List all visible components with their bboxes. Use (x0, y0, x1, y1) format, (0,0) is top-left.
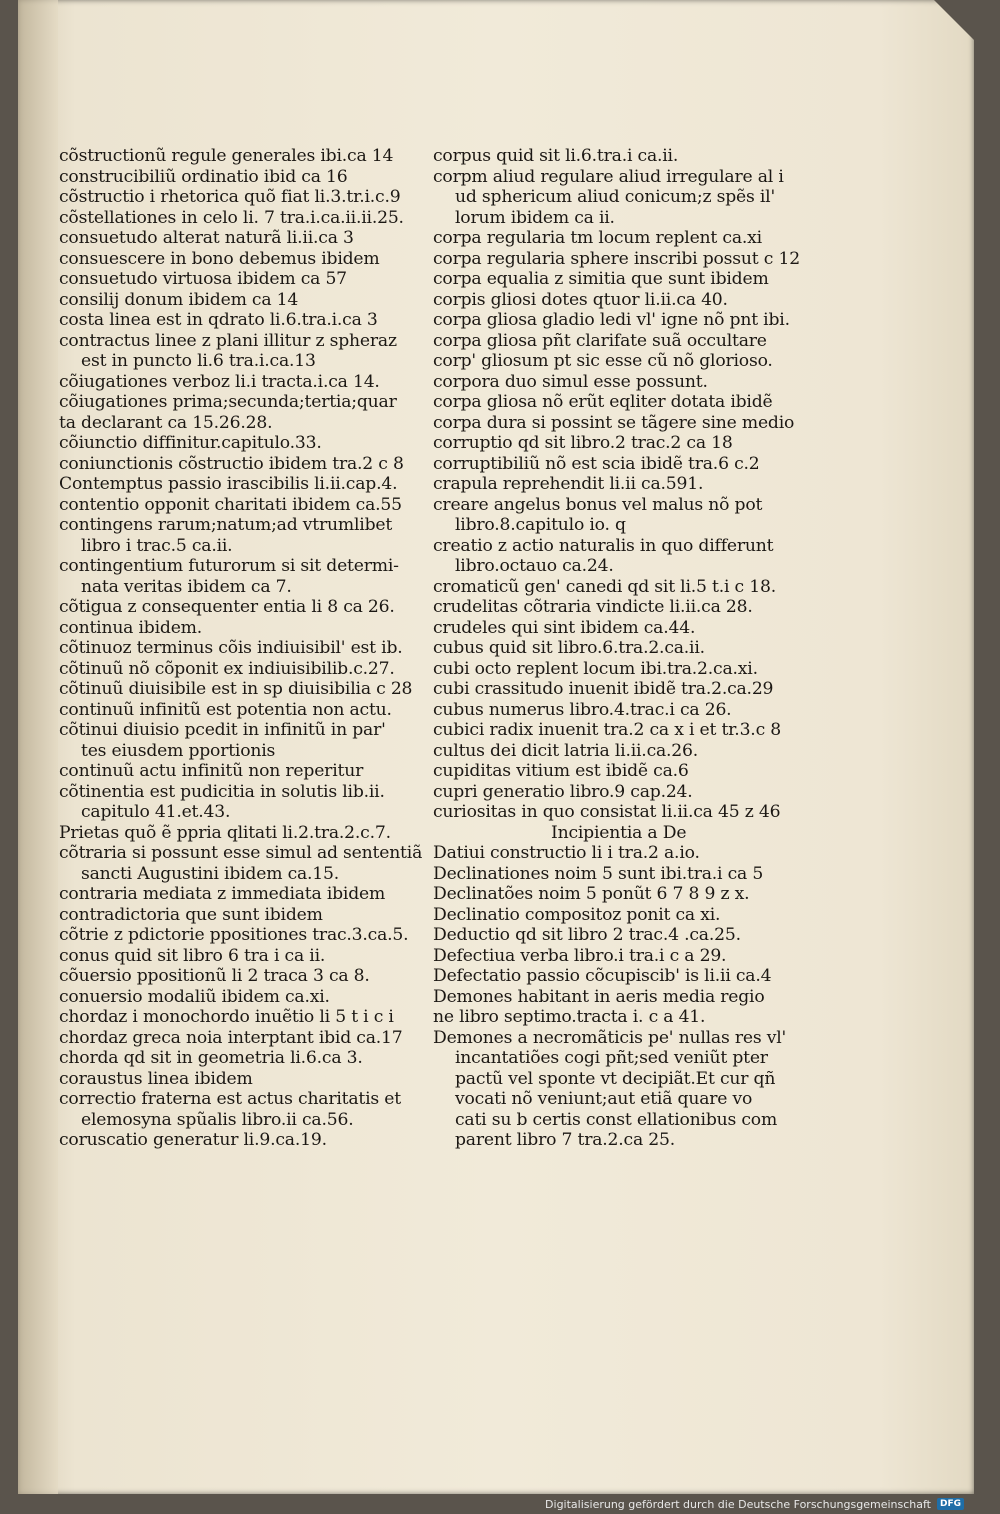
index-entry: libro.octauo ca.24. (455, 556, 614, 576)
index-entry: cubici radix inuenit tra.2 ca x i et tr.3.c 8 (433, 720, 781, 740)
index-entry: contingens rarum;natum;ad vtrumlibet (59, 515, 393, 535)
index-entry: libro.8.capitulo io. q (455, 515, 626, 535)
index-entry: cõiugationes prima;secunda;tertia;quar (59, 392, 397, 412)
index-entry: cõuersio ppositionũ li 2 traca 3 ca 8. (59, 966, 370, 986)
index-entry: Demones a necromãticis pe' nullas res vl' (433, 1027, 787, 1048)
index-entry: corpus quid sit li.6.tra.i ca.ii. (433, 146, 679, 166)
index-entry: coraustus linea ibidem (59, 1068, 253, 1089)
index-entry: corpis gliosi dotes qtuor li.ii.ca 40. (433, 289, 728, 310)
index-entry: correctio fraterna est actus charitatis et (59, 1089, 401, 1109)
index-entry: cubus numerus libro.4.trac.i ca 26. (433, 699, 732, 720)
index-entry: Deductio qd sit libro 2 trac.4 .ca.25. (433, 925, 741, 945)
index-entry: Defectatio passio cõcupiscib' is li.ii ca.4 (433, 966, 772, 986)
index-entry: Contemptus passio irascibilis li.ii.cap.4. (59, 474, 398, 494)
index-entry: crudelitas cõtraria vindicte li.ii.ca 28. (433, 597, 753, 617)
index-entry: sancti Augustini ibidem ca.15. (81, 863, 340, 884)
index-entry: chordaz i monochordo inuẽtio li 5 t i c i (59, 1007, 394, 1027)
index-entry: consuetudo alterat naturã li.ii.ca 3 (59, 228, 354, 248)
digitization-footer (545, 1497, 964, 1511)
left-column (59, 146, 439, 1151)
index-entry: Datiui constructio li i tra.2 a.io. (433, 843, 700, 863)
index-entry: coniunctionis cõstructio ibidem tra.2 c 8 (59, 453, 404, 474)
index-entry: ta declarant ca 15.26.28. (59, 412, 273, 433)
index-entry: contractus linee z plani illitur z spheraz (59, 330, 397, 351)
index-entry: Defectiua verba libro.i tra.i c a 29. (433, 945, 727, 966)
index-entry: costa linea est in qdrato li.6.tra.i.ca 3 (59, 310, 378, 330)
index-entry: cubi octo replent locum ibi.tra.2.ca.xi. (433, 658, 758, 679)
index-entry: cõtinuũ nõ cõponit ex indiuisibilib.c.27. (59, 658, 395, 679)
index-entry: elemosyna spũalis libro.ii ca.56. (81, 1109, 354, 1130)
index-entry: consilij donum ibidem ca 14 (59, 289, 299, 310)
index-entry: cubus quid sit libro.6.tra.2.ca.ii. (433, 638, 705, 658)
index-entry: cultus dei dicit latria li.ii.ca.26. (433, 740, 699, 761)
index-entry: cõtinentia est pudicitia in solutis lib.ii. (59, 781, 385, 802)
index-entry: corpa gliosa nõ erũt eqliter dotata ibidẽ (433, 392, 773, 412)
index-entry: ne libro septimo.tracta i. c a 41. (433, 1007, 706, 1027)
index-entry: crapula reprehendit li.ii ca.591. (433, 474, 704, 494)
index-entry: pactũ vel sponte vt decipiãt.Et cur qñ (455, 1068, 776, 1089)
index-entry: cromaticũ gen' canedi qd sit li.5 t.i c 18. (433, 576, 776, 597)
index-entry: capitulo 41.et.43. (81, 802, 231, 822)
index-entry: est in puncto li.6 tra.i.ca.13 (81, 351, 316, 371)
index-entry: ud sphericum aliud conicum;z spẽs il' (455, 187, 775, 207)
index-entry: corpora duo simul esse possunt. (433, 371, 708, 392)
index-entry: contentio opponit charitati ibidem ca.55 (59, 494, 402, 515)
page-torn-corner (934, 0, 974, 40)
index-entry: cõtinuũ diuisibile est in sp diuisibilia c 28 (59, 679, 413, 699)
index-entry: corruptibiliũ nõ est scia ibidẽ tra.6 c.2 (433, 453, 760, 474)
index-entry: curiositas in quo consistat li.ii.ca 45 z 46 (433, 802, 781, 822)
index-entry: Demones habitant in aeris media regio (433, 986, 765, 1007)
index-entry: cupiditas vitium est ibidẽ ca.6 (433, 761, 689, 781)
index-entry: cõtrie z pdictorie ppositiones trac.3.ca.5. (59, 925, 409, 945)
right-column (433, 146, 833, 1151)
dfg-logo: DFG (937, 1498, 964, 1510)
index-entry: cõstructio i rhetorica quõ fiat li.3.tr.i.c.9 (59, 187, 401, 207)
index-entry: cõtraria si possunt esse simul ad sententiã (59, 843, 423, 863)
index-entry: corp' gliosum pt sic esse cũ nõ glorioso. (433, 351, 773, 371)
index-entry: cõiugationes verboz li.i tracta.i.ca 14. (59, 371, 380, 392)
book-page (18, 0, 974, 1494)
index-entry: cõtinuoz terminus cõis indiuisibil' est ib. (59, 638, 403, 658)
footer-credit-text: Digitalisierung gefördert durch die Deutsche Forschungsgemeinschaft (545, 1497, 931, 1511)
index-entry: corpa gliosa pñt clarifate suã occultare (433, 330, 767, 351)
index-entry: consuetudo virtuosa ibidem ca 57 (59, 269, 347, 289)
index-entry: coruscatio generatur li.9.ca.19. (59, 1130, 327, 1150)
index-entry: contraria mediata z immediata ibidem (59, 884, 386, 904)
index-entry: cõtigua z consequenter entia li 8 ca 26. (59, 597, 395, 617)
index-entry: continua ibidem. (59, 617, 203, 638)
index-entry: corruptio qd sit libro.2 trac.2 ca 18 (433, 433, 733, 453)
index-entry: tes eiusdem pportionis (81, 740, 276, 761)
index-entry: consuescere in bono debemus ibidem (59, 248, 380, 269)
index-entry: conus quid sit libro 6 tra i ca ii. (59, 945, 326, 966)
index-entry: cõtinui diuisio pcedit in infinitũ in par' (59, 720, 386, 740)
index-entry: cõiunctio diffinitur.capitulo.33. (59, 433, 322, 453)
index-entry: corpa regularia tm locum replent ca.xi (433, 228, 762, 248)
index-entry: Declinatões noim 5 ponũt 6 7 8 9 z x. (433, 884, 750, 904)
index-entry: Prietas quõ ẽ ppria qlitati li.2.tra.2.c.7. (59, 822, 391, 843)
index-entry: chordaz greca noia interptant ibid ca.17 (59, 1027, 403, 1048)
index-entry: cõstructionũ regule generales ibi.ca 14 (59, 146, 394, 166)
index-entry: corpm aliud regulare aliud irregulare al i (433, 166, 784, 187)
index-entry: cati su b certis const ellationibus com (455, 1109, 778, 1130)
index-entry: contingentium futurorum si sit determi- (59, 556, 399, 576)
index-entry: lorum ibidem ca ii. (455, 207, 615, 228)
index-entry: incantatiões cogi pñt;sed veniũt pter (455, 1048, 768, 1068)
index-entry: vocati nõ veniunt;aut etiã quare vo (455, 1089, 753, 1109)
index-entry: corpa equalia z simitia que sunt ibidem (433, 269, 769, 289)
index-entry: Declinatio compositoz ponit ca xi. (433, 904, 721, 925)
index-entry: cõstellationes in celo li. 7 tra.i.ca.ii.ii.25. (59, 207, 404, 228)
index-entry: crudeles qui sint ibidem ca.44. (433, 617, 696, 638)
index-entry: chorda qd sit in geometria li.6.ca 3. (59, 1048, 363, 1068)
index-entry: parent libro 7 tra.2.ca 25. (455, 1130, 676, 1150)
index-entry: contradictoria que sunt ibidem (59, 904, 323, 925)
index-entry: continuũ actu infinitũ non reperitur (59, 761, 364, 781)
index-entry: corpa gliosa gladio ledi vl' igne nõ pnt ibi. (433, 310, 790, 330)
page-gutter-shadow (18, 0, 58, 1494)
index-entry: continuũ infinitũ est potentia non actu. (59, 699, 392, 720)
index-entry: creare angelus bonus vel malus nõ pot (433, 494, 763, 515)
index-entry: nata veritas ibidem ca 7. (81, 576, 292, 597)
section-heading: Incipientia a De (551, 822, 687, 843)
index-entry: cupri generatio libro.9 cap.24. (433, 781, 693, 802)
index-entry: construcibiliũ ordinatio ibid ca 16 (59, 166, 348, 187)
index-entry: cubi crassitudo inuenit ibidẽ tra.2.ca.29 (433, 679, 774, 699)
index-entry: libro i trac.5 ca.ii. (81, 535, 233, 556)
index-entry: Declinationes noim 5 sunt ibi.tra.i ca 5 (433, 863, 764, 884)
index-entry: conuersio modaliũ ibidem ca.xi. (59, 986, 330, 1007)
index-entry: corpa regularia sphere inscribi possut c 12 (433, 248, 800, 269)
index-entry: creatio z actio naturalis in quo differunt (433, 535, 774, 556)
index-entry: corpa dura si possint se tãgere sine medio (433, 412, 795, 433)
